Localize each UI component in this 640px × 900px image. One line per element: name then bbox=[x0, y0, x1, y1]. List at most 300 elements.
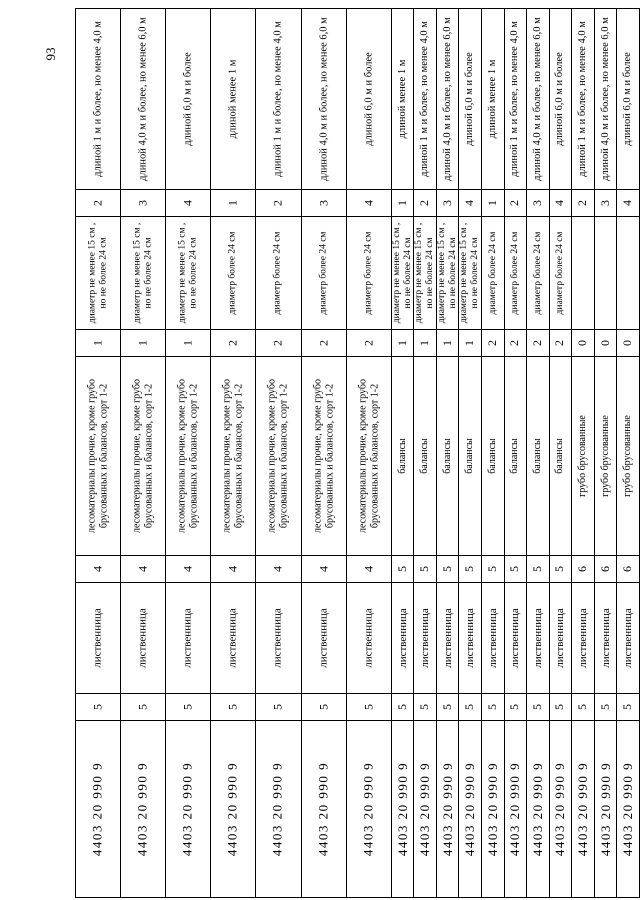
cell-species-code bbox=[459, 694, 482, 721]
table-row-assortment bbox=[76, 357, 640, 556]
cell-length-code bbox=[121, 190, 166, 217]
cell-code-text: 4403 20 990 9 bbox=[360, 761, 376, 857]
cell-code-text: 4403 20 990 9 bbox=[619, 761, 635, 857]
table-row-code bbox=[76, 721, 640, 898]
cell-species-text: лиственница bbox=[317, 608, 330, 668]
cell-assortment bbox=[346, 357, 391, 556]
cell-assortment bbox=[121, 357, 166, 556]
cell-assortment bbox=[617, 357, 640, 556]
cell-diameter-code bbox=[436, 330, 459, 357]
cell-species bbox=[617, 583, 640, 694]
cell-assortment-code-text: 4 bbox=[315, 566, 330, 572]
cell-length-code bbox=[617, 190, 640, 217]
cell-species-code bbox=[391, 694, 414, 721]
cell-diameter-code-text: 2 bbox=[270, 340, 285, 346]
cell-species-text: лиственница bbox=[622, 608, 635, 668]
cell-code bbox=[414, 721, 437, 898]
cell-assortment-text: балансы bbox=[532, 438, 544, 474]
table-row-length bbox=[76, 9, 640, 190]
cell-diameter-code-text: 1 bbox=[462, 340, 477, 346]
cell-length-code-text: 2 bbox=[417, 200, 432, 206]
cell-assortment-code bbox=[572, 556, 595, 583]
cell-code-text: 4403 20 990 9 bbox=[597, 761, 613, 857]
cell-length-text: длиной 4,0 м и более, но менее 6,0 м bbox=[137, 17, 149, 181]
cell-assortment-code-text: 4 bbox=[135, 566, 150, 572]
cell-diameter-code bbox=[482, 330, 505, 357]
cell-length-text: длиной 1 м и более, но менее 4,0 м bbox=[509, 21, 521, 177]
cell-length-code bbox=[346, 190, 391, 217]
cell-assortment-code bbox=[301, 556, 346, 583]
cell-length-code-text: 3 bbox=[439, 200, 454, 206]
cell-length-code bbox=[594, 190, 617, 217]
cell-code-text: 4403 20 990 9 bbox=[270, 761, 286, 857]
cell-length-code bbox=[414, 190, 437, 217]
cell-species-code-text: 5 bbox=[360, 704, 375, 710]
cell-diameter-text bbox=[574, 220, 592, 326]
cell-species bbox=[211, 583, 256, 694]
cell-length bbox=[617, 9, 640, 190]
cell-diameter-code bbox=[527, 330, 550, 357]
cell-assortment-text: балансы bbox=[419, 438, 431, 474]
cell-diameter bbox=[527, 217, 550, 330]
cell-species bbox=[549, 583, 572, 694]
cell-code-text: 4403 20 990 9 bbox=[484, 761, 500, 857]
cell-species-code bbox=[549, 694, 572, 721]
cell-species-text: лиственница bbox=[554, 608, 567, 668]
cell-assortment-code-text: 5 bbox=[552, 566, 567, 572]
cell-length-code bbox=[572, 190, 595, 217]
cell-length-code-text: 4 bbox=[620, 200, 635, 206]
cell-diameter-text: диаметр более 24 см bbox=[532, 231, 543, 315]
cell-length bbox=[594, 9, 617, 190]
cell-assortment bbox=[166, 357, 211, 556]
cell-code-text: 4403 20 990 9 bbox=[89, 761, 105, 857]
cell-length-text: длиной 4,0 м и более, но менее 6,0 м bbox=[532, 17, 544, 181]
cell-species-code bbox=[572, 694, 595, 721]
cell-assortment-text: грубо брусованные bbox=[600, 415, 612, 497]
cell-diameter-code bbox=[346, 330, 391, 357]
cell-species-code-text: 5 bbox=[417, 704, 432, 710]
cell-species bbox=[482, 583, 505, 694]
cell-assortment-code-text: 4 bbox=[360, 566, 375, 572]
cell-length-code bbox=[527, 190, 550, 217]
cell-length-code-text: 1 bbox=[485, 200, 500, 206]
cell-length bbox=[482, 9, 505, 190]
cell-diameter-code-text: 1 bbox=[417, 340, 432, 346]
cell-diameter bbox=[76, 217, 121, 330]
cell-diameter-text: диаметр более 24 см bbox=[228, 231, 239, 315]
cell-species-code bbox=[301, 694, 346, 721]
cell-assortment-text: балансы bbox=[396, 438, 408, 474]
cell-length-code-text: 2 bbox=[270, 200, 285, 206]
cell-species-code-text: 5 bbox=[462, 704, 477, 710]
cell-species-text: лиственница bbox=[362, 608, 375, 668]
cell-assortment-text: лесоматериалы прочие, кроме грубо брусованных и балансов, сорт 1-2 bbox=[86, 378, 110, 534]
rotated-data-table bbox=[75, 8, 640, 898]
cell-assortment-code bbox=[166, 556, 211, 583]
cell-species bbox=[256, 583, 301, 694]
cell-diameter-text: диаметр более 24 см bbox=[487, 231, 498, 315]
cell-code bbox=[256, 721, 301, 898]
cell-length-code bbox=[211, 190, 256, 217]
cell-assortment-code-text: 4 bbox=[180, 566, 195, 572]
cell-assortment bbox=[482, 357, 505, 556]
cell-diameter-code-text: 0 bbox=[575, 340, 590, 346]
cell-diameter bbox=[166, 217, 211, 330]
cell-diameter-code-text: 1 bbox=[439, 340, 454, 346]
cell-species-code bbox=[527, 694, 550, 721]
cell-species-text: лиственница bbox=[91, 608, 104, 668]
cell-assortment bbox=[549, 357, 572, 556]
cell-length-code bbox=[256, 190, 301, 217]
cell-diameter-code bbox=[301, 330, 346, 357]
cell-diameter-code bbox=[414, 330, 437, 357]
cell-code bbox=[504, 721, 527, 898]
cell-diameter-code-text: 2 bbox=[485, 340, 500, 346]
cell-species bbox=[346, 583, 391, 694]
cell-diameter-code bbox=[76, 330, 121, 357]
cell-assortment bbox=[76, 357, 121, 556]
table-body bbox=[76, 9, 640, 898]
cell-assortment-text: балансы bbox=[442, 438, 454, 474]
cell-species-text: лиственница bbox=[272, 608, 285, 668]
cell-species-code-text: 5 bbox=[552, 704, 567, 710]
cell-assortment-code-text: 5 bbox=[530, 566, 545, 572]
cell-length-code-text: 1 bbox=[394, 200, 409, 206]
cell-diameter-text: диаметр не менее 15 см , но не более 24 см bbox=[177, 222, 199, 324]
cell-length-code bbox=[459, 190, 482, 217]
cell-diameter bbox=[572, 217, 595, 330]
cell-code bbox=[166, 721, 211, 898]
cell-species-code bbox=[414, 694, 437, 721]
cell-assortment-code-text: 5 bbox=[417, 566, 432, 572]
cell-code-text: 4403 20 990 9 bbox=[134, 761, 150, 857]
cell-diameter bbox=[121, 217, 166, 330]
cell-length-text: длиной 6,0 м и более bbox=[362, 52, 374, 146]
cell-code bbox=[572, 721, 595, 898]
cell-diameter-code-text: 2 bbox=[360, 340, 375, 346]
cell-diameter-text: диаметр не менее 15 см , но не более 24 см bbox=[391, 222, 413, 324]
cell-code-text: 4403 20 990 9 bbox=[461, 761, 477, 857]
cell-species-text: лиственница bbox=[227, 608, 240, 668]
cell-assortment-code bbox=[436, 556, 459, 583]
cell-diameter bbox=[211, 217, 256, 330]
cell-assortment-text: балансы bbox=[464, 438, 476, 474]
cell-diameter-text: диаметр более 24 см bbox=[510, 231, 521, 315]
cell-diameter-text: диаметр не менее 15 см , но не более 24 см bbox=[459, 222, 481, 324]
cell-code-text: 4403 20 990 9 bbox=[574, 761, 590, 857]
cell-diameter-text: диаметр не менее 15 см , но не более 24 см bbox=[87, 222, 109, 324]
cell-length-code-text: 2 bbox=[575, 200, 590, 206]
cell-assortment-code-text: 4 bbox=[90, 566, 105, 572]
cell-assortment bbox=[391, 357, 414, 556]
cell-diameter-code bbox=[459, 330, 482, 357]
cell-diameter-code-text: 2 bbox=[315, 340, 330, 346]
cell-length-text: длиной менее 1 м bbox=[227, 59, 239, 139]
cell-assortment bbox=[414, 357, 437, 556]
cell-length-code-text: 4 bbox=[180, 200, 195, 206]
cell-length-code-text: 4 bbox=[552, 200, 567, 206]
cell-assortment-code-text: 5 bbox=[462, 566, 477, 572]
cell-species-code bbox=[436, 694, 459, 721]
cell-code bbox=[76, 721, 121, 898]
cell-diameter-code-text: 1 bbox=[394, 340, 409, 346]
cell-assortment-text: лесоматериалы прочие, кроме грубо брусованных и балансов, сорт 1-2 bbox=[312, 378, 335, 534]
cell-assortment-text: лесоматериалы прочие, кроме грубо брусованных и балансов, сорт 1-2 bbox=[267, 378, 290, 534]
cell-length bbox=[256, 9, 301, 190]
cell-species-code bbox=[594, 694, 617, 721]
cell-species bbox=[504, 583, 527, 694]
cell-species-code-text: 5 bbox=[270, 704, 285, 710]
cell-diameter bbox=[346, 217, 391, 330]
cell-assortment-code bbox=[527, 556, 550, 583]
cell-diameter-text: диаметр более 24 см bbox=[363, 231, 374, 315]
cell-species bbox=[572, 583, 595, 694]
cell-species-text: лиственница bbox=[441, 608, 454, 668]
cell-assortment-code bbox=[256, 556, 301, 583]
cell-length-text: длиной 6,0 м и более bbox=[622, 52, 634, 146]
cell-length bbox=[459, 9, 482, 190]
cell-assortment bbox=[594, 357, 617, 556]
cell-assortment-code bbox=[482, 556, 505, 583]
cell-length-text: длиной 6,0 м и более bbox=[464, 52, 476, 146]
cell-assortment-text: грубо брусованные bbox=[622, 415, 634, 497]
cell-code-text: 4403 20 990 9 bbox=[394, 761, 410, 857]
cell-assortment-code bbox=[504, 556, 527, 583]
cell-diameter-code bbox=[594, 330, 617, 357]
cell-assortment-text: балансы bbox=[487, 438, 499, 474]
cell-code bbox=[211, 721, 256, 898]
cell-diameter bbox=[436, 217, 459, 330]
cell-species-code bbox=[166, 694, 211, 721]
cell-diameter-code-text: 1 bbox=[90, 340, 105, 346]
cell-diameter-text: диаметр не менее 15 см , но не более 24 см bbox=[437, 222, 458, 324]
cell-diameter-text: диаметр более 24 см bbox=[555, 231, 566, 315]
cell-assortment-code-text: 5 bbox=[485, 566, 500, 572]
cell-assortment-code-text: 5 bbox=[507, 566, 522, 572]
cell-code-text: 4403 20 990 9 bbox=[179, 761, 195, 857]
cell-code bbox=[549, 721, 572, 898]
cell-length bbox=[436, 9, 459, 190]
cell-species bbox=[594, 583, 617, 694]
cell-code bbox=[527, 721, 550, 898]
cell-assortment-code-text: 5 bbox=[439, 566, 454, 572]
cell-assortment bbox=[572, 357, 595, 556]
cell-length-code bbox=[482, 190, 505, 217]
cell-assortment-text: балансы bbox=[509, 438, 521, 474]
cell-length bbox=[211, 9, 256, 190]
cell-assortment-text: лесоматериалы прочие, кроме грубо брусованных и балансов, сорт 1-2 bbox=[177, 378, 200, 534]
cell-code bbox=[436, 721, 459, 898]
cell-assortment-text: грубо брусованные bbox=[577, 415, 589, 497]
cell-length bbox=[527, 9, 550, 190]
cell-species bbox=[436, 583, 459, 694]
cell-assortment bbox=[459, 357, 482, 556]
table-row-species-code bbox=[76, 694, 640, 721]
cell-length-code-text: 3 bbox=[315, 200, 330, 206]
cell-assortment bbox=[211, 357, 256, 556]
cell-diameter-code-text: 1 bbox=[135, 340, 150, 346]
cell-diameter-text bbox=[597, 220, 615, 326]
cell-species bbox=[166, 583, 211, 694]
cell-diameter-code bbox=[391, 330, 414, 357]
cell-species-text: лиственница bbox=[396, 608, 409, 668]
cell-diameter-code bbox=[211, 330, 256, 357]
cell-assortment bbox=[504, 357, 527, 556]
cell-diameter bbox=[391, 217, 414, 330]
cell-code bbox=[459, 721, 482, 898]
cell-code bbox=[346, 721, 391, 898]
cell-length-code-text: 3 bbox=[597, 200, 612, 206]
cell-diameter bbox=[414, 217, 437, 330]
cell-species-code-text: 5 bbox=[225, 704, 240, 710]
cell-length bbox=[121, 9, 166, 190]
cell-species bbox=[391, 583, 414, 694]
table-row-species bbox=[76, 583, 640, 694]
cell-species-text: лиственница bbox=[599, 608, 612, 668]
table-row-diameter-code bbox=[76, 330, 640, 357]
cell-code bbox=[391, 721, 414, 898]
cell-length-code-text: 4 bbox=[462, 200, 477, 206]
cell-assortment-text: лесоматериалы прочие, кроме грубо брусованных и балансов, сорт 1-2 bbox=[222, 378, 245, 534]
cell-assortment-code-text: 6 bbox=[620, 566, 635, 572]
table-row-assortment-code bbox=[76, 556, 640, 583]
cell-length-code bbox=[166, 190, 211, 217]
table-row-length-code bbox=[76, 190, 640, 217]
cell-species bbox=[301, 583, 346, 694]
cell-diameter-code bbox=[617, 330, 640, 357]
cell-length bbox=[504, 9, 527, 190]
cell-length-code-text: 2 bbox=[90, 200, 105, 206]
cell-diameter bbox=[617, 217, 640, 330]
cell-assortment bbox=[301, 357, 346, 556]
cell-species-code bbox=[346, 694, 391, 721]
cell-assortment-code bbox=[594, 556, 617, 583]
cell-diameter-code bbox=[166, 330, 211, 357]
cell-length-code bbox=[549, 190, 572, 217]
cell-assortment-text: лесоматериалы прочие, кроме грубо брусованных и балансов, сорт 1-2 bbox=[131, 378, 155, 534]
cell-species-code bbox=[256, 694, 301, 721]
cell-length-text: длиной менее 1 м bbox=[396, 59, 408, 139]
cell-species-code-text: 5 bbox=[180, 704, 195, 710]
cell-code bbox=[617, 721, 640, 898]
cell-length-text: длиной 6,0 м и более bbox=[554, 52, 566, 146]
cell-diameter-code-text: 1 bbox=[180, 340, 195, 346]
cell-species-code-text: 5 bbox=[507, 704, 522, 710]
cell-length bbox=[301, 9, 346, 190]
cell-assortment-code-text: 6 bbox=[575, 566, 590, 572]
cell-species bbox=[76, 583, 121, 694]
cell-species-code-text: 5 bbox=[90, 704, 105, 710]
cell-species-text: лиственница bbox=[486, 608, 499, 668]
cell-assortment-code-text: 4 bbox=[270, 566, 285, 572]
cell-species-code-text: 5 bbox=[439, 704, 454, 710]
cell-diameter-text: диаметр не менее 15 см , но не более 24 см bbox=[414, 222, 436, 324]
cell-code-text: 4403 20 990 9 bbox=[315, 761, 331, 857]
cell-species-code bbox=[121, 694, 166, 721]
cell-assortment-text: лесоматериалы прочие, кроме грубо брусованных и балансов, сорт 1-2 bbox=[357, 378, 380, 534]
cell-assortment-code bbox=[459, 556, 482, 583]
cell-diameter bbox=[594, 217, 617, 330]
cell-species-code bbox=[617, 694, 640, 721]
cell-length-text: длиной 6,0 м и более bbox=[182, 52, 194, 146]
cell-species-text: лиственница bbox=[509, 608, 522, 668]
cell-length-code-text: 2 bbox=[507, 200, 522, 206]
cell-species-code-text: 5 bbox=[394, 704, 409, 710]
cell-species bbox=[459, 583, 482, 694]
table-row-diameter bbox=[76, 217, 640, 330]
cell-length-code bbox=[436, 190, 459, 217]
cell-species bbox=[121, 583, 166, 694]
cell-species-text: лиственница bbox=[464, 608, 477, 668]
cell-length-code bbox=[301, 190, 346, 217]
cell-code bbox=[482, 721, 505, 898]
cell-length-code bbox=[391, 190, 414, 217]
cell-species-code-text: 5 bbox=[530, 704, 545, 710]
cell-diameter-text bbox=[619, 220, 637, 326]
cell-code-text: 4403 20 990 9 bbox=[225, 761, 241, 857]
cell-code bbox=[121, 721, 166, 898]
cell-length bbox=[346, 9, 391, 190]
cell-length bbox=[549, 9, 572, 190]
cell-assortment-code bbox=[414, 556, 437, 583]
cell-species bbox=[527, 583, 550, 694]
cell-assortment-code bbox=[121, 556, 166, 583]
cell-diameter-code-text: 0 bbox=[597, 340, 612, 346]
cell-length-text: длиной 1 м и более, но менее 4,0 м bbox=[419, 21, 431, 177]
cell-length-text: длиной 1 м и более, но менее 4,0 м bbox=[577, 21, 589, 177]
cell-assortment-code bbox=[76, 556, 121, 583]
cell-diameter bbox=[482, 217, 505, 330]
cell-assortment-code bbox=[549, 556, 572, 583]
cell-length-text: длиной 4,0 м и более, но менее 6,0 м bbox=[317, 17, 329, 181]
cell-length-text: длиной 1 м и более, но менее 4,0 м bbox=[92, 21, 104, 177]
cell-assortment bbox=[527, 357, 550, 556]
cell-length-code-text: 3 bbox=[530, 200, 545, 206]
cell-species-text: лиственница bbox=[418, 608, 431, 668]
cell-diameter bbox=[459, 217, 482, 330]
cell-species-code-text: 5 bbox=[485, 704, 500, 710]
cell-length-text: длиной 1 м и более, но менее 4,0 м bbox=[272, 21, 284, 177]
cell-assortment bbox=[436, 357, 459, 556]
cell-species bbox=[414, 583, 437, 694]
cell-assortment-code-text: 5 bbox=[394, 566, 409, 572]
cell-length-code-text: 4 bbox=[360, 200, 375, 206]
cell-code-text: 4403 20 990 9 bbox=[416, 761, 432, 857]
cell-diameter-text: диаметр не менее 15 см , но не более 24 см bbox=[132, 222, 154, 324]
cell-diameter-text: диаметр более 24 см bbox=[273, 231, 284, 315]
cell-diameter-code bbox=[572, 330, 595, 357]
cell-diameter-text: диаметр более 24 см bbox=[318, 231, 329, 315]
page-number: 93 bbox=[43, 47, 58, 61]
cell-diameter-code-text: 2 bbox=[507, 340, 522, 346]
cell-assortment-code bbox=[346, 556, 391, 583]
cell-diameter bbox=[256, 217, 301, 330]
cell-diameter-code-text: 2 bbox=[530, 340, 545, 346]
cell-diameter-code bbox=[256, 330, 301, 357]
cell-length bbox=[391, 9, 414, 190]
cell-length bbox=[76, 9, 121, 190]
cell-diameter bbox=[301, 217, 346, 330]
cell-diameter-code-text: 0 bbox=[620, 340, 635, 346]
cell-diameter-code-text: 2 bbox=[225, 340, 240, 346]
cell-assortment-code bbox=[391, 556, 414, 583]
cell-species-code-text: 5 bbox=[597, 704, 612, 710]
cell-length-code-text: 3 bbox=[135, 200, 150, 206]
cell-code-text: 4403 20 990 9 bbox=[439, 761, 455, 857]
cell-species-code-text: 5 bbox=[135, 704, 150, 710]
cell-code-text: 4403 20 990 9 bbox=[552, 761, 568, 857]
